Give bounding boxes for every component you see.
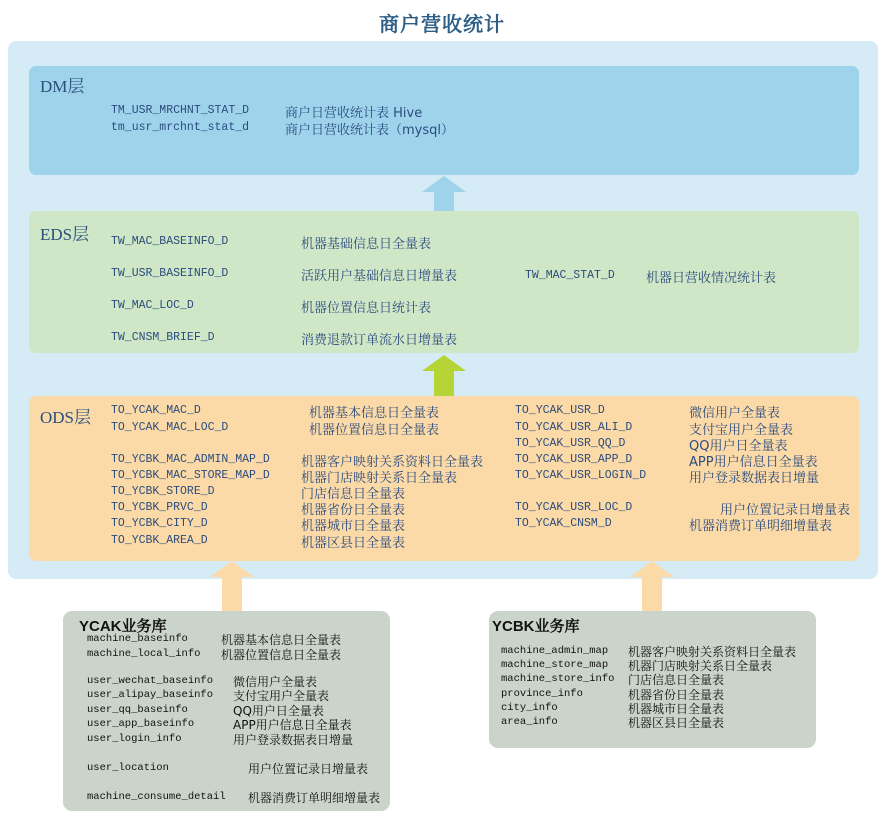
ycbk-table-desc: 门店信息日全量表: [628, 673, 725, 687]
ods-table-name: TO_YCAK_USR_ALI_D: [515, 421, 633, 434]
ods-table-name: TO_YCBK_PRVC_D: [111, 501, 208, 514]
ods-table-name: TO_YCAK_USR_D: [515, 404, 605, 417]
ods-layer-title: ODS层: [40, 408, 92, 427]
ods-table-name: TO_YCBK_AREA_D: [111, 534, 208, 547]
ods-table-name: TO_YCAK_MAC_D: [111, 404, 201, 417]
dm-layer-title: DM层: [40, 77, 85, 96]
ycbk-table-name: city_info: [501, 702, 558, 714]
eds-stat-table-desc: 机器日营收情况统计表: [646, 271, 777, 286]
arrow-ods-to-eds: [422, 355, 466, 396]
ods-table-desc: 机器门店映射关系日全量表: [301, 471, 458, 486]
ods-table-name: TO_YCAK_USR_QQ_D: [515, 437, 626, 450]
eds-table-desc: 消费退款订单流水日增量表: [301, 333, 458, 348]
ods-table-desc: 支付宝用户全量表: [689, 423, 794, 438]
ycbk-table-desc: 机器城市日全量表: [628, 702, 725, 716]
ods-table-name: TO_YCBK_STORE_D: [111, 485, 215, 498]
eds-table-name: TW_CNSM_BRIEF_D: [111, 331, 215, 344]
ods-table-name: TO_YCAK_CNSM_D: [515, 517, 612, 530]
ods-table-name: TO_YCBK_MAC_STORE_MAP_D: [111, 469, 270, 482]
ods-table-desc: 微信用户全量表: [689, 406, 781, 421]
eds-table-name: TW_MAC_LOC_D: [111, 299, 194, 312]
arrow-ycak-to-ods: [210, 561, 254, 611]
ods-table-desc: 门店信息日全量表: [301, 487, 406, 502]
ods-table-name: TO_YCAK_USR_LOGIN_D: [515, 469, 647, 482]
ycak-table-name: machine_consume_detail: [87, 791, 226, 803]
ycak-table-desc: 机器位置信息日全量表: [221, 648, 342, 662]
ycbk-table-desc: 机器门店映射关系日全量表: [628, 659, 773, 673]
eds-table-name: TW_USR_BASEINFO_D: [111, 267, 229, 280]
ycak-table-desc: QQ用户日全量表: [233, 704, 324, 718]
ycak-table-name: machine_local_info: [87, 648, 201, 660]
ycak-table-name: user_alipay_baseinfo: [87, 689, 214, 701]
ods-table-name: TO_YCAK_MAC_LOC_D: [111, 421, 229, 434]
ods-table-desc: 机器省份日全量表: [301, 503, 406, 518]
dm-table-desc: 商户日营收统计表（mysql）: [285, 123, 454, 138]
ycak-table-desc: 用户位置记录日增量表: [248, 762, 369, 776]
ycbk-table-desc: 机器省份日全量表: [628, 688, 725, 702]
ods-table-name: TO_YCBK_CITY_D: [111, 517, 208, 530]
ycak-table-desc: 微信用户全量表: [233, 675, 318, 689]
ycak-table-name: user_app_baseinfo: [87, 718, 195, 730]
ycak-table-name: user_login_info: [87, 733, 182, 745]
ods-table-desc: 机器位置信息日全量表: [309, 423, 440, 438]
ods-table-name: TO_YCAK_USR_APP_D: [515, 453, 633, 466]
ycak-source-title: YCAK业务库: [79, 618, 167, 635]
ods-table-desc: QQ用户日全量表: [689, 439, 788, 454]
eds-stat-table-name: TW_MAC_STAT_D: [525, 269, 615, 282]
ycak-table-desc: APP用户信息日全量表: [233, 718, 352, 732]
ods-table-desc: 用户位置记录日增量表: [720, 503, 851, 518]
ods-table-desc: 机器基本信息日全量表: [309, 406, 440, 421]
dm-table-name: tm_usr_mrchnt_stat_d: [111, 121, 250, 134]
dm-table-desc: 商户日营收统计表 Hive: [285, 106, 423, 121]
dm-table-name: TM_USR_MRCHNT_STAT_D: [111, 104, 250, 117]
ods-table-desc: 机器区县日全量表: [301, 536, 406, 551]
ycak-table-desc: 用户登录数据表日增量: [233, 733, 354, 747]
ods-table-desc: 用户登录数据表日增量: [689, 471, 820, 486]
ycbk-table-desc: 机器区县日全量表: [628, 716, 725, 730]
eds-table-desc: 活跃用户基础信息日增量表: [301, 269, 458, 284]
ycak-table-desc: 支付宝用户全量表: [233, 689, 330, 703]
ycbk-table-name: machine_store_map: [501, 659, 609, 671]
arrow-ycbk-to-ods: [630, 561, 674, 611]
ycak-table-name: user_location: [87, 762, 169, 774]
ycak-table-name: user_wechat_baseinfo: [87, 675, 214, 687]
ycbk-table-desc: 机器客户映射关系资料日全量表: [628, 645, 797, 659]
eds-table-desc: 机器基础信息日全量表: [301, 237, 432, 252]
ods-table-desc: 机器城市日全量表: [301, 519, 406, 534]
eds-table-name: TW_MAC_BASEINFO_D: [111, 235, 229, 248]
ods-table-name: TO_YCBK_MAC_ADMIN_MAP_D: [111, 453, 270, 466]
ods-table-desc: APP用户信息日全量表: [689, 455, 818, 470]
ycak-table-desc: 机器基本信息日全量表: [221, 633, 342, 647]
ycak-table-name: machine_baseinfo: [87, 633, 188, 645]
ycbk-table-name: province_info: [501, 688, 583, 700]
ods-table-desc: 机器消费订单明细增量表: [689, 519, 833, 534]
ods-table-name: TO_YCAK_USR_LOC_D: [515, 501, 633, 514]
ycak-table-desc: 机器消费订单明细增量表: [248, 791, 381, 805]
ycbk-table-name: machine_store_info: [501, 673, 615, 685]
eds-layer-title: EDS层: [40, 225, 90, 244]
ods-table-desc: 机器客户映射关系资料日全量表: [301, 455, 484, 470]
ycbk-table-name: machine_admin_map: [501, 645, 609, 657]
page-title: 商户营收统计: [379, 12, 505, 36]
eds-table-desc: 机器位置信息日统计表: [301, 301, 432, 316]
ycbk-source-title: YCBK业务库: [492, 618, 580, 635]
ycak-table-name: user_qq_baseinfo: [87, 704, 188, 716]
arrow-eds-to-dm: [422, 176, 466, 212]
ycbk-table-name: area_info: [501, 716, 558, 728]
